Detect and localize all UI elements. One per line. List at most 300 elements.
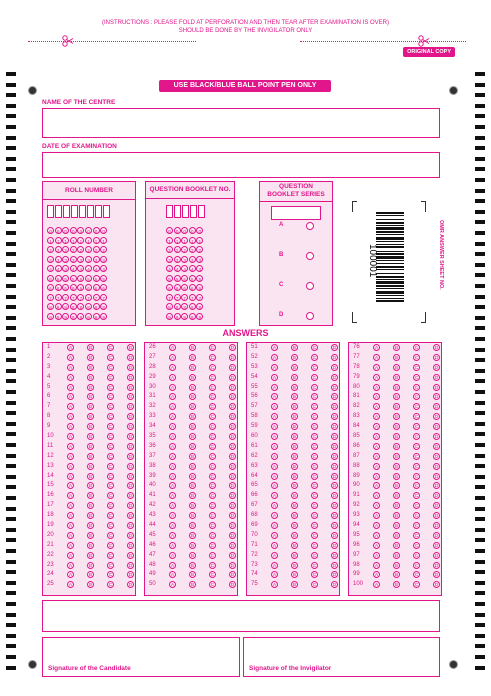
answer-bubble[interactable]: A: [170, 404, 174, 410]
answer-bubble[interactable]: D: [230, 384, 235, 390]
answer-bubble[interactable]: C: [414, 443, 419, 449]
answer-bubble[interactable]: D: [332, 473, 337, 479]
answer-bubble[interactable]: D: [230, 424, 235, 430]
answer-bubble[interactable]: B: [190, 503, 194, 509]
digit-bubble[interactable]: 8: [47, 303, 54, 310]
answer-bubble[interactable]: D: [434, 562, 439, 568]
answer-bubble[interactable]: A: [374, 374, 378, 380]
answer-bubble[interactable]: D: [128, 572, 133, 578]
answer-bubble[interactable]: C: [210, 345, 215, 350]
digit-bubble[interactable]: 7: [196, 294, 203, 301]
answer-bubble[interactable]: A: [272, 542, 276, 548]
answer-bubble[interactable]: D: [332, 364, 337, 370]
digit-bubble[interactable]: 2: [55, 246, 62, 253]
answer-bubble[interactable]: A: [272, 364, 276, 370]
answer-bubble[interactable]: A: [374, 345, 378, 350]
answer-bubble[interactable]: D: [230, 513, 235, 519]
answer-bubble[interactable]: B: [394, 562, 398, 568]
answer-bubble[interactable]: C: [108, 384, 113, 390]
answer-bubble[interactable]: B: [394, 345, 398, 350]
answer-bubble[interactable]: A: [68, 582, 72, 588]
digit-bubble[interactable]: 3: [62, 256, 69, 263]
answer-bubble[interactable]: B: [292, 562, 296, 568]
digit-bubble[interactable]: 1: [77, 237, 84, 244]
answer-bubble[interactable]: A: [170, 374, 174, 380]
answer-bubble[interactable]: C: [312, 582, 317, 588]
answer-bubble[interactable]: B: [190, 384, 194, 390]
answer-bubble[interactable]: A: [170, 532, 174, 538]
answer-bubble[interactable]: D: [230, 493, 235, 499]
answer-bubble[interactable]: D: [434, 453, 439, 459]
answer-bubble[interactable]: A: [170, 572, 174, 578]
answer-bubble[interactable]: B: [394, 552, 398, 558]
digit-bubble[interactable]: 0: [189, 227, 196, 234]
answer-bubble[interactable]: B: [190, 572, 194, 578]
answer-bubble[interactable]: A: [68, 542, 72, 548]
answer-bubble[interactable]: C: [414, 542, 419, 548]
answer-bubble[interactable]: B: [88, 483, 92, 489]
answer-bubble[interactable]: D: [230, 532, 235, 538]
digit-bubble[interactable]: 1: [55, 237, 62, 244]
answer-bubble[interactable]: A: [68, 434, 72, 440]
answer-bubble[interactable]: C: [312, 374, 317, 380]
digit-bubble[interactable]: 1: [196, 237, 203, 244]
answer-bubble[interactable]: B: [394, 424, 398, 430]
answer-bubble[interactable]: D: [128, 424, 133, 430]
digit-bubble[interactable]: 9: [70, 313, 77, 320]
answer-bubble[interactable]: D: [128, 552, 133, 558]
digit-bubble[interactable]: 0: [174, 227, 181, 234]
answer-bubble[interactable]: C: [108, 572, 113, 578]
digit-bubble[interactable]: 8: [77, 303, 84, 310]
answer-bubble[interactable]: C: [414, 394, 419, 400]
answer-bubble[interactable]: C: [210, 493, 215, 499]
answer-bubble[interactable]: B: [88, 542, 92, 548]
digit-bubble[interactable]: 8: [181, 303, 188, 310]
answer-bubble[interactable]: C: [414, 513, 419, 519]
answer-bubble[interactable]: D: [434, 424, 439, 430]
digit-entry-cell[interactable]: [103, 205, 110, 218]
answer-bubble[interactable]: C: [108, 582, 113, 588]
digit-bubble[interactable]: 4: [196, 265, 203, 272]
answer-bubble[interactable]: B: [292, 404, 296, 410]
answer-bubble[interactable]: D: [230, 503, 235, 509]
answer-bubble[interactable]: D: [230, 582, 235, 588]
answer-bubble[interactable]: B: [190, 414, 194, 420]
answer-bubble[interactable]: B: [292, 443, 296, 449]
answer-bubble[interactable]: C: [108, 552, 113, 558]
digit-bubble[interactable]: 7: [70, 294, 77, 301]
answer-bubble[interactable]: D: [434, 523, 439, 529]
digit-bubble[interactable]: 2: [189, 246, 196, 253]
answer-bubble[interactable]: A: [374, 424, 378, 430]
answer-bubble[interactable]: A: [374, 552, 378, 558]
answer-bubble[interactable]: D: [434, 493, 439, 499]
answer-bubble[interactable]: D: [434, 345, 439, 350]
answer-bubble[interactable]: C: [414, 404, 419, 410]
answer-bubble[interactable]: C: [312, 463, 317, 469]
answer-bubble[interactable]: C: [108, 483, 113, 489]
digit-bubble[interactable]: 4: [189, 265, 196, 272]
answer-bubble[interactable]: D: [230, 404, 235, 410]
answer-bubble[interactable]: A: [374, 493, 378, 499]
answer-bubble[interactable]: C: [108, 404, 113, 410]
answer-bubble[interactable]: A: [272, 473, 276, 479]
answer-bubble[interactable]: D: [128, 523, 133, 529]
answer-bubble[interactable]: C: [108, 473, 113, 479]
answer-bubble[interactable]: C: [414, 562, 419, 568]
answer-bubble[interactable]: B: [292, 532, 296, 538]
digit-bubble[interactable]: 0: [70, 227, 77, 234]
answer-bubble[interactable]: D: [434, 374, 439, 380]
answer-bubble[interactable]: B: [190, 443, 194, 449]
answer-bubble[interactable]: D: [230, 443, 235, 449]
answer-bubble[interactable]: D: [434, 443, 439, 449]
answer-bubble[interactable]: C: [210, 443, 215, 449]
answer-bubble[interactable]: B: [190, 582, 194, 588]
answer-bubble[interactable]: A: [68, 404, 72, 410]
answer-bubble[interactable]: C: [108, 345, 113, 350]
answer-bubble[interactable]: D: [434, 354, 439, 360]
digit-bubble[interactable]: 4: [77, 265, 84, 272]
answer-bubble[interactable]: C: [210, 562, 215, 568]
digit-bubble[interactable]: 3: [55, 256, 62, 263]
answer-bubble[interactable]: B: [292, 523, 296, 529]
digit-bubble[interactable]: 6: [70, 284, 77, 291]
digit-bubble[interactable]: 8: [85, 303, 92, 310]
digit-bubble[interactable]: 4: [174, 265, 181, 272]
answer-bubble[interactable]: A: [272, 523, 276, 529]
answer-bubble[interactable]: C: [414, 483, 419, 489]
answer-bubble[interactable]: B: [88, 552, 92, 558]
answer-bubble[interactable]: B: [190, 562, 194, 568]
invigilator-signature-box[interactable]: [243, 637, 440, 677]
answer-bubble[interactable]: C: [210, 552, 215, 558]
digit-bubble[interactable]: 7: [55, 294, 62, 301]
answer-bubble[interactable]: A: [374, 453, 378, 459]
answer-bubble[interactable]: D: [128, 364, 133, 370]
answer-bubble[interactable]: B: [292, 453, 296, 459]
answer-bubble[interactable]: C: [312, 414, 317, 420]
answer-bubble[interactable]: C: [210, 523, 215, 529]
digit-bubble[interactable]: 3: [70, 256, 77, 263]
answer-bubble[interactable]: D: [332, 354, 337, 360]
answer-bubble[interactable]: B: [292, 434, 296, 440]
answer-bubble[interactable]: C: [312, 473, 317, 479]
answer-bubble[interactable]: C: [312, 483, 317, 489]
digit-bubble[interactable]: 2: [166, 246, 173, 253]
digit-bubble[interactable]: 4: [100, 265, 107, 272]
answer-bubble[interactable]: C: [210, 582, 215, 588]
digit-bubble[interactable]: 5: [196, 275, 203, 282]
digit-bubble[interactable]: 7: [189, 294, 196, 301]
digit-bubble[interactable]: 5: [55, 275, 62, 282]
digit-bubble[interactable]: 3: [85, 256, 92, 263]
answer-bubble[interactable]: B: [88, 354, 92, 360]
answer-bubble[interactable]: D: [230, 364, 235, 370]
digit-bubble[interactable]: 8: [174, 303, 181, 310]
digit-bubble[interactable]: 9: [47, 313, 54, 320]
answer-bubble[interactable]: D: [128, 354, 133, 360]
answer-bubble[interactable]: A: [68, 493, 72, 499]
answer-bubble[interactable]: D: [128, 513, 133, 519]
answer-bubble[interactable]: C: [210, 483, 215, 489]
answer-bubble[interactable]: D: [434, 364, 439, 370]
answer-bubble[interactable]: A: [170, 463, 174, 469]
answer-bubble[interactable]: B: [88, 374, 92, 380]
digit-bubble[interactable]: 0: [62, 227, 69, 234]
digit-bubble[interactable]: 1: [189, 237, 196, 244]
digit-bubble[interactable]: 0: [196, 227, 203, 234]
answer-bubble[interactable]: C: [414, 354, 419, 360]
answer-bubble[interactable]: D: [128, 453, 133, 459]
answer-bubble[interactable]: C: [210, 503, 215, 509]
digit-bubble[interactable]: 9: [174, 313, 181, 320]
digit-bubble[interactable]: 9: [62, 313, 69, 320]
answer-bubble[interactable]: D: [332, 424, 337, 430]
answer-bubble[interactable]: A: [272, 513, 276, 519]
answer-bubble[interactable]: B: [394, 404, 398, 410]
digit-bubble[interactable]: 1: [47, 237, 54, 244]
answer-bubble[interactable]: C: [312, 394, 317, 400]
answer-bubble[interactable]: B: [88, 503, 92, 509]
answer-bubble[interactable]: C: [108, 503, 113, 509]
answer-bubble[interactable]: C: [108, 424, 113, 430]
answer-bubble[interactable]: D: [332, 404, 337, 410]
digit-bubble[interactable]: 2: [62, 246, 69, 253]
answer-bubble[interactable]: A: [272, 572, 276, 578]
answer-bubble[interactable]: C: [312, 532, 317, 538]
answer-bubble[interactable]: A: [272, 414, 276, 420]
digit-bubble[interactable]: 5: [166, 275, 173, 282]
digit-bubble[interactable]: 8: [196, 303, 203, 310]
answer-bubble[interactable]: D: [332, 394, 337, 400]
digit-bubble[interactable]: 6: [47, 284, 54, 291]
answer-bubble[interactable]: A: [170, 503, 174, 509]
digit-bubble[interactable]: 2: [100, 246, 107, 253]
answer-bubble[interactable]: C: [108, 513, 113, 519]
answer-bubble[interactable]: A: [272, 582, 276, 588]
digit-bubble[interactable]: 2: [47, 246, 54, 253]
digit-bubble[interactable]: 6: [55, 284, 62, 291]
answer-bubble[interactable]: A: [68, 453, 72, 459]
digit-bubble[interactable]: 7: [77, 294, 84, 301]
answer-bubble[interactable]: C: [312, 364, 317, 370]
answer-bubble[interactable]: A: [68, 394, 72, 400]
answer-bubble[interactable]: B: [88, 453, 92, 459]
answer-bubble[interactable]: A: [272, 463, 276, 469]
digit-bubble[interactable]: 1: [85, 237, 92, 244]
answer-bubble[interactable]: B: [292, 463, 296, 469]
digit-bubble[interactable]: 8: [70, 303, 77, 310]
digit-bubble[interactable]: 3: [47, 256, 54, 263]
digit-bubble[interactable]: 9: [196, 313, 203, 320]
answer-bubble[interactable]: C: [210, 434, 215, 440]
answer-bubble[interactable]: B: [190, 374, 194, 380]
digit-bubble[interactable]: 6: [189, 284, 196, 291]
digit-bubble[interactable]: 2: [196, 246, 203, 253]
answer-bubble[interactable]: A: [374, 364, 378, 370]
answer-bubble[interactable]: B: [88, 384, 92, 390]
digit-bubble[interactable]: 6: [181, 284, 188, 291]
answer-bubble[interactable]: C: [210, 532, 215, 538]
digit-entry-cell[interactable]: [63, 205, 70, 218]
answer-bubble[interactable]: B: [88, 364, 92, 370]
answer-bubble[interactable]: B: [88, 463, 92, 469]
answer-bubble[interactable]: B: [190, 463, 194, 469]
digit-bubble[interactable]: 8: [93, 303, 100, 310]
answer-bubble[interactable]: A: [68, 523, 72, 529]
answer-bubble[interactable]: C: [312, 345, 317, 350]
answer-bubble[interactable]: B: [394, 354, 398, 360]
remarks-field[interactable]: [42, 600, 440, 632]
answer-bubble[interactable]: C: [414, 345, 419, 350]
answer-bubble[interactable]: C: [414, 532, 419, 538]
answer-bubble[interactable]: A: [170, 453, 174, 459]
digit-bubble[interactable]: 5: [47, 275, 54, 282]
digit-bubble[interactable]: 2: [85, 246, 92, 253]
answer-bubble[interactable]: A: [374, 463, 378, 469]
answer-bubble[interactable]: C: [312, 424, 317, 430]
digit-entry-cell[interactable]: [79, 205, 86, 218]
answer-bubble[interactable]: C: [312, 552, 317, 558]
digit-bubble[interactable]: 3: [196, 256, 203, 263]
answer-bubble[interactable]: A: [170, 424, 174, 430]
digit-entry-cell[interactable]: [71, 205, 78, 218]
digit-bubble[interactable]: 3: [181, 256, 188, 263]
answer-bubble[interactable]: B: [88, 582, 92, 588]
digit-bubble[interactable]: 6: [77, 284, 84, 291]
answer-bubble[interactable]: B: [88, 434, 92, 440]
answer-bubble[interactable]: B: [394, 384, 398, 390]
answer-bubble[interactable]: C: [414, 364, 419, 370]
answer-bubble[interactable]: A: [170, 493, 174, 499]
digit-bubble[interactable]: 9: [181, 313, 188, 320]
answer-bubble[interactable]: A: [170, 345, 174, 350]
answer-bubble[interactable]: D: [332, 503, 337, 509]
answer-bubble[interactable]: C: [210, 513, 215, 519]
answer-bubble[interactable]: A: [170, 582, 174, 588]
digit-bubble[interactable]: 1: [174, 237, 181, 244]
digit-bubble[interactable]: 4: [166, 265, 173, 272]
answer-bubble[interactable]: D: [332, 552, 337, 558]
answer-bubble[interactable]: B: [292, 424, 296, 430]
answer-bubble[interactable]: B: [190, 345, 194, 350]
digit-bubble[interactable]: 7: [62, 294, 69, 301]
answer-bubble[interactable]: D: [230, 572, 235, 578]
answer-bubble[interactable]: C: [312, 453, 317, 459]
answer-bubble[interactable]: D: [128, 463, 133, 469]
answer-bubble[interactable]: D: [128, 483, 133, 489]
answer-bubble[interactable]: B: [394, 513, 398, 519]
answer-bubble[interactable]: D: [230, 473, 235, 479]
digit-bubble[interactable]: 4: [47, 265, 54, 272]
series-option-bubble[interactable]: [306, 312, 314, 320]
digit-bubble[interactable]: 2: [70, 246, 77, 253]
answer-bubble[interactable]: C: [210, 463, 215, 469]
answer-bubble[interactable]: A: [272, 552, 276, 558]
digit-bubble[interactable]: 8: [166, 303, 173, 310]
answer-bubble[interactable]: B: [88, 572, 92, 578]
answer-bubble[interactable]: C: [108, 532, 113, 538]
answer-bubble[interactable]: B: [88, 394, 92, 400]
digit-bubble[interactable]: 8: [62, 303, 69, 310]
digit-bubble[interactable]: 5: [174, 275, 181, 282]
digit-bubble[interactable]: 3: [100, 256, 107, 263]
answer-bubble[interactable]: B: [190, 513, 194, 519]
digit-bubble[interactable]: 5: [85, 275, 92, 282]
answer-bubble[interactable]: D: [230, 463, 235, 469]
digit-bubble[interactable]: 0: [47, 227, 54, 234]
answer-bubble[interactable]: D: [332, 345, 337, 350]
digit-bubble[interactable]: 8: [100, 303, 107, 310]
answer-bubble[interactable]: A: [170, 364, 174, 370]
answer-bubble[interactable]: B: [190, 354, 194, 360]
answer-bubble[interactable]: D: [434, 503, 439, 509]
answer-bubble[interactable]: B: [292, 394, 296, 400]
answer-bubble[interactable]: D: [230, 434, 235, 440]
answer-bubble[interactable]: B: [190, 364, 194, 370]
answer-bubble[interactable]: D: [434, 582, 439, 588]
digit-bubble[interactable]: 7: [93, 294, 100, 301]
answer-bubble[interactable]: D: [128, 582, 133, 588]
answer-bubble[interactable]: D: [434, 404, 439, 410]
answer-bubble[interactable]: C: [210, 354, 215, 360]
answer-bubble[interactable]: A: [68, 463, 72, 469]
answer-bubble[interactable]: B: [394, 523, 398, 529]
answer-bubble[interactable]: B: [394, 414, 398, 420]
digit-bubble[interactable]: 0: [166, 227, 173, 234]
digit-bubble[interactable]: 6: [196, 284, 203, 291]
answer-bubble[interactable]: A: [374, 384, 378, 390]
answer-bubble[interactable]: A: [374, 523, 378, 529]
answer-bubble[interactable]: A: [170, 394, 174, 400]
answer-bubble[interactable]: C: [108, 493, 113, 499]
answer-bubble[interactable]: D: [332, 572, 337, 578]
answer-bubble[interactable]: D: [332, 542, 337, 548]
answer-bubble[interactable]: C: [210, 404, 215, 410]
answer-bubble[interactable]: D: [230, 374, 235, 380]
answer-bubble[interactable]: A: [68, 364, 72, 370]
answer-bubble[interactable]: A: [68, 354, 72, 360]
answer-bubble[interactable]: A: [374, 572, 378, 578]
digit-bubble[interactable]: 6: [174, 284, 181, 291]
answer-bubble[interactable]: D: [332, 562, 337, 568]
answer-bubble[interactable]: A: [170, 562, 174, 568]
answer-bubble[interactable]: C: [108, 434, 113, 440]
answer-bubble[interactable]: A: [374, 503, 378, 509]
answer-bubble[interactable]: D: [434, 542, 439, 548]
answer-bubble[interactable]: C: [312, 384, 317, 390]
answer-bubble[interactable]: D: [128, 374, 133, 380]
answer-bubble[interactable]: D: [332, 582, 337, 588]
answer-bubble[interactable]: A: [68, 572, 72, 578]
answer-bubble[interactable]: B: [88, 513, 92, 519]
digit-bubble[interactable]: 1: [166, 237, 173, 244]
answer-bubble[interactable]: A: [374, 562, 378, 568]
series-option-bubble[interactable]: [306, 282, 314, 290]
answer-bubble[interactable]: C: [108, 374, 113, 380]
answer-bubble[interactable]: A: [272, 424, 276, 430]
answer-bubble[interactable]: D: [230, 394, 235, 400]
answer-bubble[interactable]: A: [68, 503, 72, 509]
answer-bubble[interactable]: A: [68, 414, 72, 420]
answer-bubble[interactable]: C: [312, 513, 317, 519]
answer-bubble[interactable]: A: [272, 562, 276, 568]
digit-bubble[interactable]: 7: [181, 294, 188, 301]
answer-bubble[interactable]: B: [292, 364, 296, 370]
answer-bubble[interactable]: A: [68, 483, 72, 489]
